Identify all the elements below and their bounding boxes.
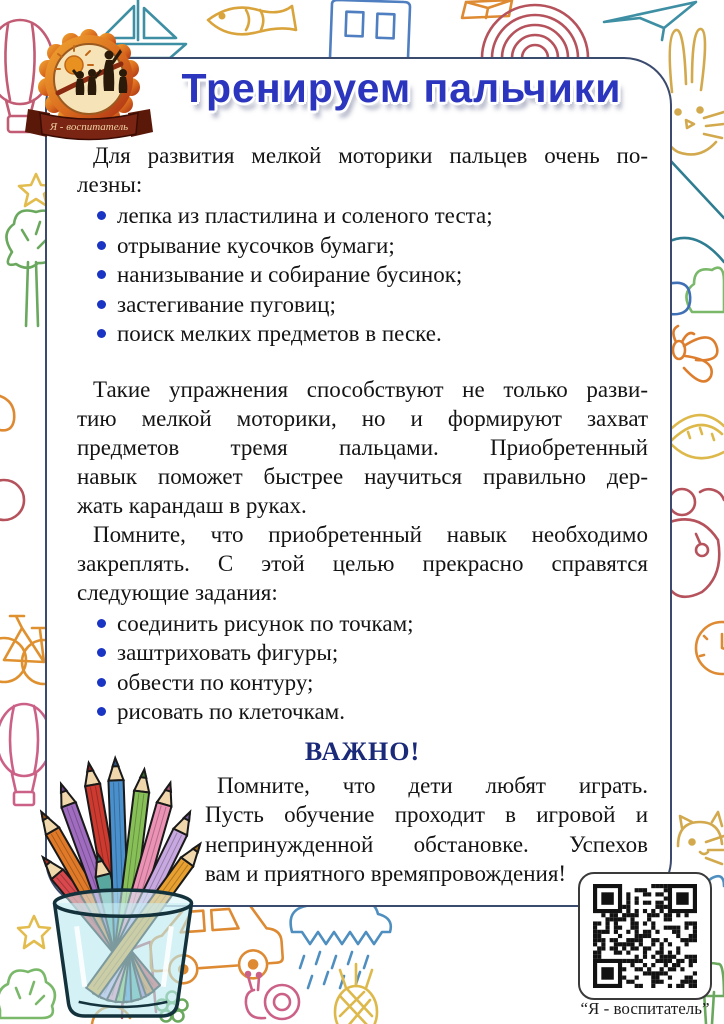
text-line: вам и приятного времяпровождения! xyxy=(205,861,567,886)
doodle-paper-plane-icon xyxy=(604,2,696,40)
bullet-dot-icon xyxy=(97,270,106,279)
doodle-watermelon-icon xyxy=(664,415,724,458)
list-item xyxy=(77,697,648,727)
list-item xyxy=(77,609,648,639)
bullet-dot-icon xyxy=(97,329,106,338)
glass-cup xyxy=(55,890,192,1016)
list-item-text: соединить рисунок по точкам; xyxy=(117,610,414,636)
list-item xyxy=(77,260,648,290)
list-item-text: застегивание пуговиц; xyxy=(117,291,336,317)
logo-ribbon-text: Я - воспитатель xyxy=(49,121,129,133)
page-title: Тренируем пальчики xyxy=(181,65,622,111)
doodle-mouse-icon xyxy=(668,489,724,597)
doodle-circle-icon xyxy=(0,480,24,520)
list-item xyxy=(77,638,648,668)
list-item xyxy=(77,668,648,698)
doodle-butterfly-icon xyxy=(673,326,717,381)
text-line: Помните, что приобретенный навык необходимо xyxy=(93,521,648,547)
text-line: жать карандаш в руках. xyxy=(77,492,307,518)
logo-badge xyxy=(24,29,154,144)
list-item-text: лепка из пластилина и соленого теста; xyxy=(117,203,493,229)
activities-list xyxy=(77,201,648,349)
doodle-bush-right-icon xyxy=(686,268,724,312)
qr-pattern xyxy=(593,884,697,988)
qr-code xyxy=(578,872,712,1000)
paragraph-intro xyxy=(77,141,648,199)
text-line: Для развития мелкой моторики пальцев очень по- xyxy=(93,143,648,168)
list-item xyxy=(77,290,648,320)
list-item-text: обвести по контуру; xyxy=(117,669,314,695)
bullet-dot-icon xyxy=(97,707,106,716)
text-line: закреплять. С этой целью прекрасно справятся xyxy=(77,550,648,576)
pencil-cup-illustration xyxy=(26,740,223,1022)
doodle-rainbow-icon xyxy=(482,5,588,58)
list-item xyxy=(77,231,648,261)
paragraph-important xyxy=(205,771,648,889)
text-line: тию мелкой моторики, но и формируют захват xyxy=(77,405,648,431)
doodle-cat-icon xyxy=(678,812,724,864)
doodle-teal-lines-icon xyxy=(668,158,724,262)
list-item-text: отрывание кусочков бумаги; xyxy=(117,232,395,258)
doodle-fish-icon xyxy=(208,6,296,34)
bullet-dot-icon xyxy=(97,241,106,250)
text-line: навык поможет быстрее научиться правильно дер- xyxy=(77,463,648,489)
list-item-text: поиск мелких предметов в песке. xyxy=(117,321,442,347)
qr-caption: “Я - воспитатель” xyxy=(580,999,710,1018)
list-item-text: рисовать по клеточкам. xyxy=(117,699,345,725)
text-line: следующие задания: xyxy=(77,579,278,605)
list-item-text: заштриховать фигуры; xyxy=(117,640,339,666)
text-line: Пусть обучение проходит в игровой и xyxy=(205,802,648,827)
paragraph-benefits xyxy=(77,375,648,520)
doodle-clock-icon xyxy=(696,622,724,674)
text-line: Помните, что дети любят играть. xyxy=(217,772,648,798)
bullet-dot-icon xyxy=(97,300,106,309)
doodle-pineapple-icon xyxy=(335,964,377,1024)
text-line: непринужденной обстановке. Успехов xyxy=(205,831,648,857)
text-line: Такие упражнения способствуют не только разви- xyxy=(93,376,648,402)
important-heading: ВАЖНО! xyxy=(304,736,421,766)
text-line: предметов тремя пальцами. Приобретенный xyxy=(77,434,648,460)
doodle-swirl-icon xyxy=(0,396,14,430)
list-item xyxy=(77,319,648,349)
paragraph-practice xyxy=(77,520,648,607)
list-item-text: нанизывание и собирание бусинок; xyxy=(117,262,463,288)
bullet-dot-icon xyxy=(97,211,106,220)
doodle-house-icon xyxy=(330,0,410,58)
list-item xyxy=(77,201,648,231)
bullet-dot-icon xyxy=(97,678,106,687)
tasks-list xyxy=(77,609,648,727)
text-line: лезны: xyxy=(77,172,143,197)
bullet-dot-icon xyxy=(97,619,106,628)
bullet-dot-icon xyxy=(97,648,106,657)
